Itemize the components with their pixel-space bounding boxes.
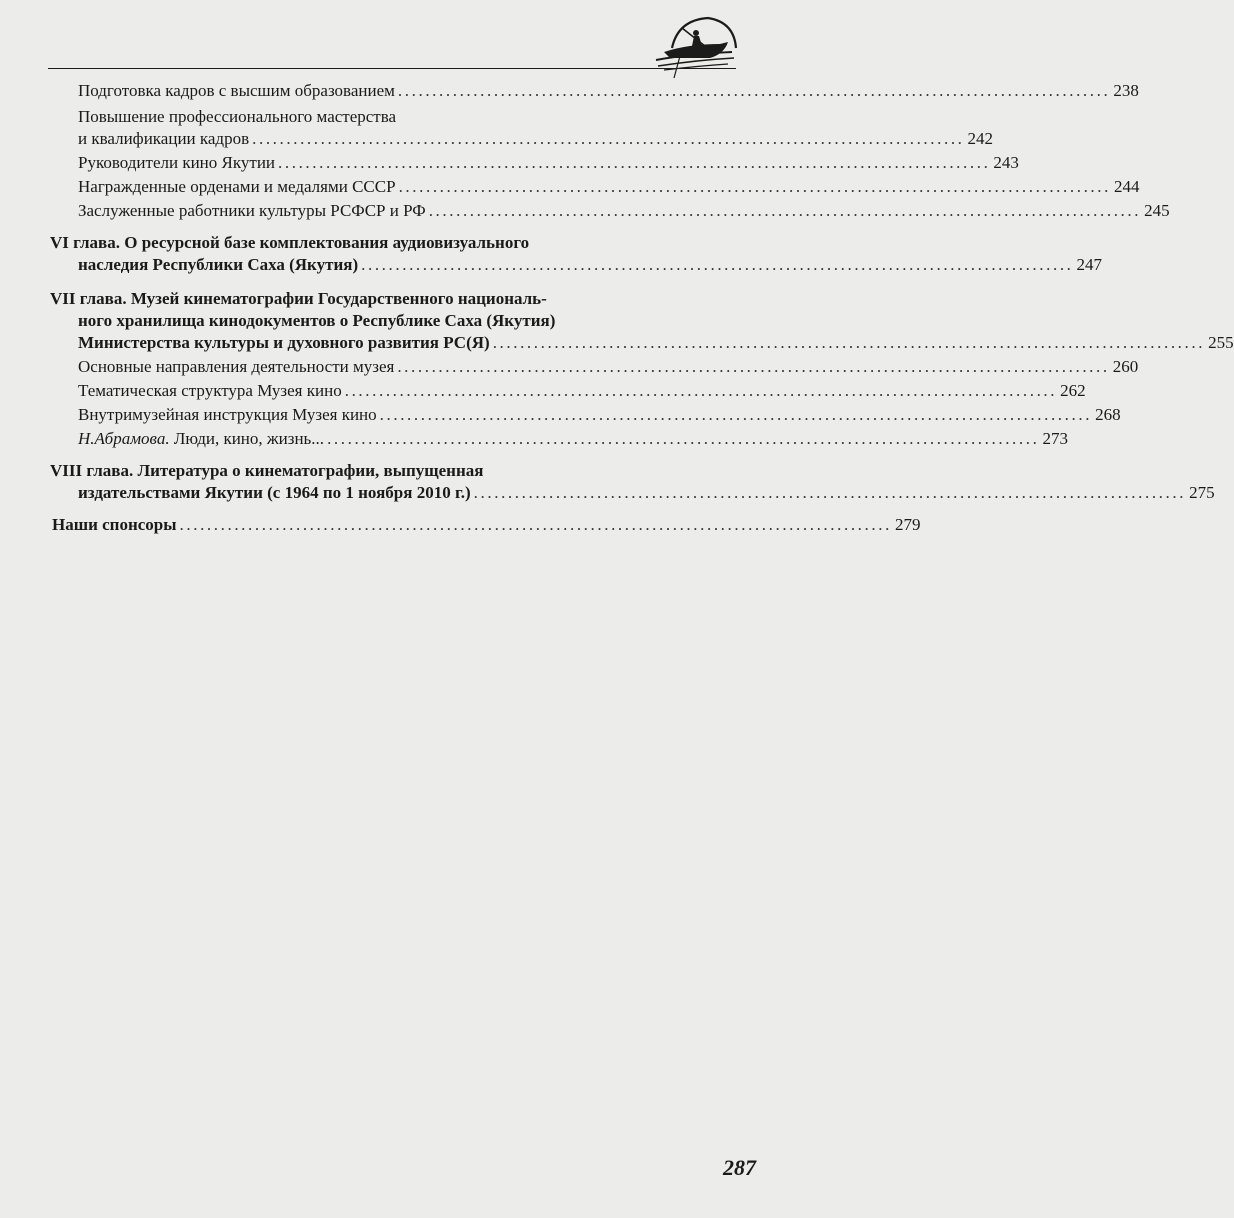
header-rule (48, 68, 736, 69)
toc-entry-page: 275 (1189, 483, 1215, 502)
dot-leader: ........................................................................................................ (398, 177, 1111, 196)
toc-entry-title: Заслуженные работники культуры РСФСР и РФ (78, 201, 426, 220)
dot-leader: ........................................................................................................ (473, 483, 1187, 502)
toc-entry-title: Основные направления деятельности музея (78, 357, 395, 376)
toc-entry-title: Награжденные орденами и медалями СССР (78, 177, 396, 196)
chapter-title-line: VII глава. Музей кинематографии Государственного националь- (50, 289, 547, 308)
toc-entry-page: 268 (1095, 405, 1121, 424)
toc-entry (78, 128, 994, 150)
toc-entry-title: наследия Республики Саха (Якутия) (78, 255, 359, 274)
toc-entry-title: Руководители кино Якутии (78, 153, 276, 172)
toc-entry (78, 356, 1139, 378)
toc-entry-page: 238 (1113, 81, 1139, 100)
dot-leader: ........................................................................................................ (492, 333, 1206, 352)
toc-entry-author: Н.Абрамова. (78, 429, 170, 448)
dot-leader: ........................................................................................................ (361, 255, 1074, 274)
toc-entry-title: Наши спонсоры (52, 515, 177, 534)
page-number: 287 (723, 1155, 756, 1180)
toc-entry (78, 152, 1019, 174)
toc-entry-page: 242 (967, 129, 994, 148)
chapter-title-line: VIII глава. Литература о кинематографии, выпущенная (50, 461, 484, 480)
toc-entry-title: Внутримузейная инструкция Музея кино (78, 405, 377, 424)
dot-leader: ........................................................................................................ (397, 357, 1110, 376)
toc-entry-page: 260 (1112, 357, 1139, 376)
toc-entry (78, 200, 1170, 222)
dot-leader: ........................................................................................................ (179, 515, 892, 534)
chapter-entry (78, 482, 1215, 504)
chapter-entry (52, 514, 921, 536)
toc-entry-title: издательствами Якутии (с 1964 по 1 ноября 2010 г.) (78, 483, 471, 502)
dot-leader: ........................................................................................................ (379, 405, 1093, 424)
toc-entry-title-line: Повышение профессионального мастерства (78, 107, 397, 126)
toc-entry-page: 255 (1208, 333, 1234, 352)
toc-entry-page: 279 (894, 515, 921, 534)
toc-entry (78, 380, 1086, 402)
dot-leader: ........................................................................................................ (327, 429, 1040, 448)
dot-leader: ........................................................................................................ (397, 81, 1111, 100)
dot-leader: ........................................................................................................ (252, 129, 965, 148)
toc-entry-page: 247 (1076, 255, 1103, 274)
toc-entry (78, 404, 1121, 426)
toc-entry (78, 80, 1139, 102)
toc-entry-page: 262 (1060, 381, 1086, 400)
toc-entry-page: 273 (1042, 429, 1068, 448)
toc-entry-title: Подготовка кадров с высшим образованием (78, 81, 395, 100)
toc-entry-title: и квалификации кадров (78, 129, 250, 148)
chapter-title-line: VI глава. О ресурсной базе комплектования аудиовизуального (50, 233, 530, 252)
toc-entry-title-text: Люди, кино, жизнь... (169, 429, 325, 448)
toc-entry-page: 245 (1144, 201, 1170, 220)
toc-entry (78, 176, 1140, 198)
chapter-title-line: ного хранилища кинодокументов о Республике Саха (Якутия) (78, 311, 556, 330)
toc-entry (78, 428, 1068, 450)
boat-emblem-logo (628, 8, 738, 82)
dot-leader: ........................................................................................................ (278, 153, 991, 172)
toc-entry-title: Министерства культуры и духовного развития РС(Я) (78, 333, 490, 352)
toc-entry-title (78, 428, 324, 450)
chapter-entry (78, 332, 1234, 354)
toc-entry-page: 244 (1113, 177, 1140, 196)
toc-entry-page: 243 (993, 153, 1019, 172)
dot-leader: ........................................................................................................ (428, 201, 1142, 220)
chapter-entry (78, 254, 1103, 276)
toc-entry-title: Тематическая структура Музея кино (78, 381, 342, 400)
dot-leader: ........................................................................................................ (344, 381, 1058, 400)
